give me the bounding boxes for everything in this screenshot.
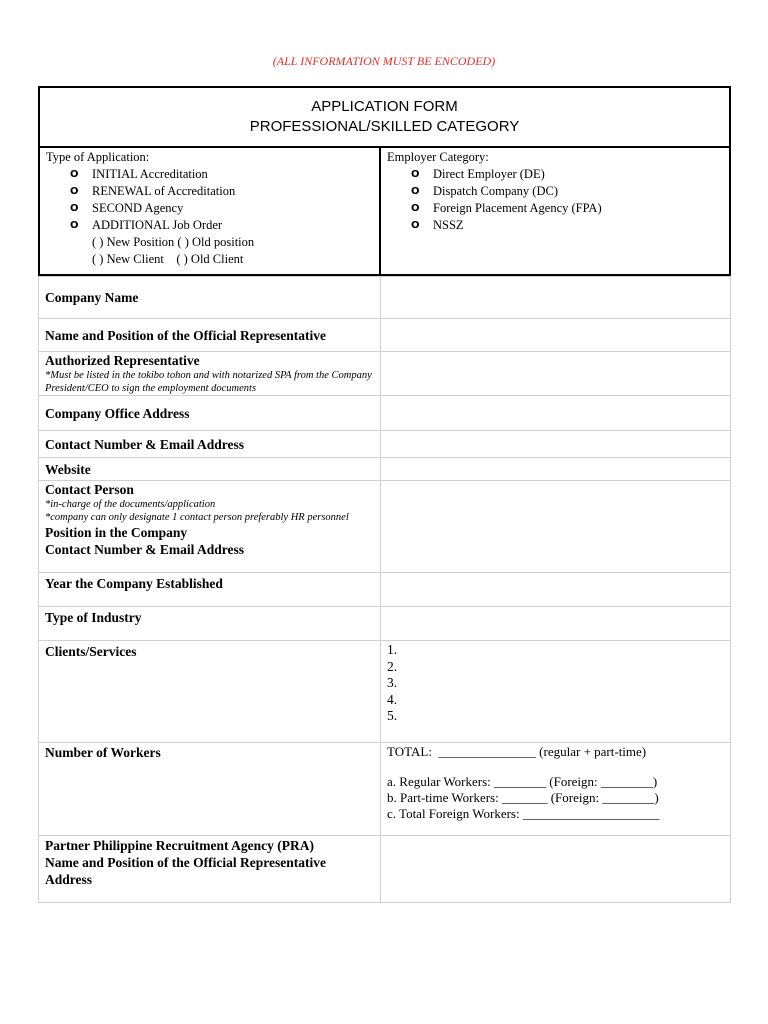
authorized-rep-note: *Must be listed in the tokibo tohon and with notarized SPA from the Company President/CEO to sign the employment documents bbox=[45, 370, 372, 394]
type-section bbox=[38, 148, 731, 276]
pra-rep-label: Name and Position of the Official Representative bbox=[45, 855, 326, 870]
workers-label: Number of Workers bbox=[39, 743, 381, 836]
type-of-application bbox=[40, 148, 381, 274]
pra-field[interactable] bbox=[381, 836, 731, 903]
pra-address-label: Address bbox=[45, 872, 93, 887]
option-dispatch-company[interactable] bbox=[411, 183, 729, 200]
position-label: Position in the Company bbox=[45, 525, 188, 540]
workers-field[interactable] bbox=[381, 743, 731, 836]
official-rep-field[interactable] bbox=[381, 319, 731, 352]
contact-person-field[interactable] bbox=[381, 481, 731, 573]
option-label: Foreign Placement Agency (FPA) bbox=[433, 201, 602, 215]
option-nssz[interactable] bbox=[411, 217, 729, 234]
clients-list[interactable] bbox=[381, 641, 731, 743]
official-rep-label: Name and Position of the Official Representative bbox=[39, 319, 381, 352]
website-field[interactable] bbox=[381, 458, 731, 481]
workers-parttime: b. Part-time Workers: _______ (Foreign: ________) bbox=[387, 790, 659, 805]
option-label: ADDITIONAL Job Order bbox=[92, 218, 223, 232]
contact-person-note-1: *in-charge of the documents/application bbox=[45, 499, 216, 510]
option-label: SECOND Agency bbox=[92, 201, 184, 215]
form-title: APPLICATION FORM bbox=[311, 98, 458, 115]
radio-bullet-icon: O bbox=[411, 203, 420, 214]
workers-foreign: c. Total Foreign Workers: _____________________ bbox=[387, 806, 660, 821]
option-label: NSSZ bbox=[433, 218, 464, 232]
employer-category-label: Employer Category: bbox=[387, 150, 489, 164]
employer-category bbox=[381, 148, 729, 274]
workers-regular: a. Regular Workers: ________ (Foreign: ________) bbox=[387, 774, 658, 789]
industry-label: Type of Industry bbox=[39, 607, 381, 641]
radio-bullet-icon: O bbox=[70, 220, 79, 231]
pra-cell bbox=[39, 836, 381, 903]
option-label: Dispatch Company (DC) bbox=[433, 184, 558, 198]
radio-bullet-icon: O bbox=[411, 220, 420, 231]
radio-bullet-icon: O bbox=[70, 186, 79, 197]
type-of-application-label: Type of Application: bbox=[46, 150, 150, 164]
option-label: Direct Employer (DE) bbox=[433, 167, 545, 181]
website-label: Website bbox=[39, 458, 381, 481]
option-direct-employer[interactable] bbox=[411, 166, 729, 183]
radio-bullet-icon: O bbox=[411, 169, 420, 180]
contact-person-note-2: *company can only designate 1 contact person preferably HR personnel bbox=[45, 512, 349, 523]
company-name-label: Company Name bbox=[39, 277, 381, 319]
client-item: 1. bbox=[387, 642, 398, 657]
authorized-rep-field[interactable] bbox=[381, 352, 731, 396]
option-additional-job-order[interactable] bbox=[70, 217, 379, 234]
industry-field[interactable] bbox=[381, 607, 731, 641]
contact-person-cell bbox=[39, 481, 381, 573]
contact-email-label: Contact Number & Email Address bbox=[39, 431, 381, 458]
option-label: RENEWAL of Accreditation bbox=[92, 184, 236, 198]
client-item: 2. bbox=[387, 658, 398, 674]
office-address-label: Company Office Address bbox=[39, 396, 381, 431]
application-form bbox=[38, 86, 731, 903]
form-title-box bbox=[38, 86, 731, 148]
form-subtitle: PROFESSIONAL/SKILLED CATEGORY bbox=[249, 118, 520, 135]
clients-label: Clients/Services bbox=[39, 641, 381, 743]
authorized-rep-label: Authorized Representative bbox=[45, 353, 200, 368]
option-renewal[interactable] bbox=[70, 183, 379, 200]
encoding-notice: (ALL INFORMATION MUST BE ENCODED) bbox=[272, 54, 496, 68]
office-address-field[interactable] bbox=[381, 396, 731, 431]
authorized-rep-cell bbox=[39, 352, 381, 396]
contact-person-label: Contact Person bbox=[45, 482, 134, 497]
option-foreign-placement-agency[interactable] bbox=[411, 200, 729, 217]
option-second-agency[interactable] bbox=[70, 200, 379, 217]
client-item: 5. bbox=[387, 708, 398, 723]
workers-total: TOTAL: _______________ (regular + part-time) bbox=[387, 744, 647, 759]
year-established-label: Year the Company Established bbox=[39, 573, 381, 607]
contact-email-field[interactable] bbox=[381, 431, 731, 458]
year-established-field[interactable] bbox=[381, 573, 731, 607]
option-label: INITIAL Accreditation bbox=[92, 167, 208, 181]
company-details-table bbox=[38, 276, 731, 903]
client-item: 4. bbox=[387, 691, 398, 707]
radio-bullet-icon: O bbox=[70, 169, 79, 180]
position-choice[interactable]: ( ) New Position ( ) Old position bbox=[92, 235, 255, 249]
radio-bullet-icon: O bbox=[411, 186, 420, 197]
pra-label: Partner Philippine Recruitment Agency (PRA) bbox=[45, 838, 314, 853]
company-name-field[interactable] bbox=[381, 277, 731, 319]
radio-bullet-icon: O bbox=[70, 203, 79, 214]
client-item: 3. bbox=[387, 675, 398, 690]
contact-email-label-2: Contact Number & Email Address bbox=[45, 542, 245, 557]
option-initial[interactable] bbox=[70, 166, 379, 183]
client-choice[interactable]: ( ) New Client ( ) Old Client bbox=[92, 252, 244, 266]
